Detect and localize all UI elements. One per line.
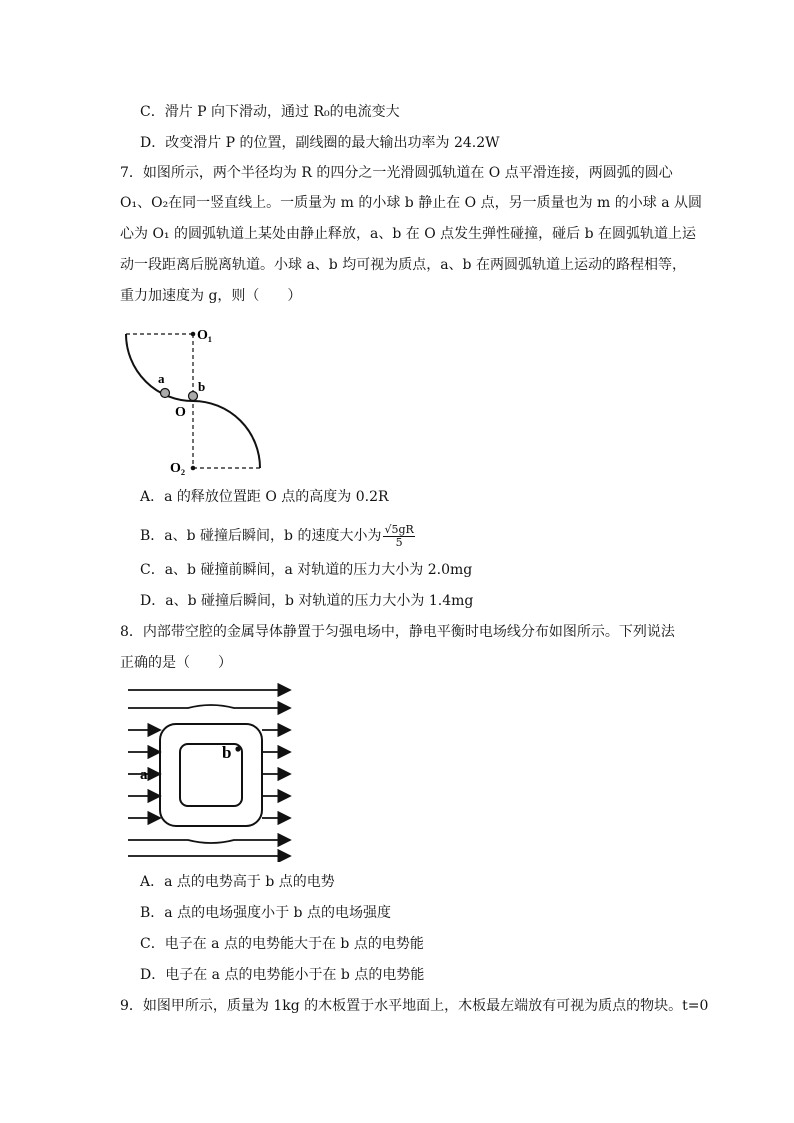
center-o1-dot — [191, 332, 196, 337]
q8-option-a: A．a 点的电势高于 b 点的电势 — [140, 874, 335, 890]
q8-stem-line-1: 8．内部带空腔的金属导体静置于匀强电场中，静电平衡时电场线分布如图所示。下列说法 — [120, 624, 675, 640]
label-a: a — [140, 767, 148, 783]
q7-option-b-fraction — [383, 524, 414, 549]
lower-arc — [193, 401, 260, 468]
conductor-cavity — [180, 744, 242, 806]
field-line-top-2 — [128, 705, 290, 708]
q8-stem-line-2: 正确的是（ ） — [120, 655, 232, 671]
field-line-bottom-1 — [128, 840, 290, 843]
q7-option-b-text: B．a、b 碰撞后瞬间，b 的速度大小为 — [140, 528, 382, 544]
q6-option-c: C．滑片 P 向下滑动，通过 R₀的电流变大 — [140, 104, 400, 120]
q7-stem-line-5: 重力加速度为 g，则（ ） — [120, 288, 302, 304]
label-a: a — [158, 371, 165, 386]
q8-field-lines-figure — [118, 682, 298, 862]
q7-stem-line-1: 7．如图所示，两个半径均为 R 的四分之一光滑圆弧轨道在 O 点平滑连接，两圆弧的圆心 — [120, 165, 673, 181]
q7-option-a: A．a 的释放位置距 O 点的高度为 0.2R — [140, 489, 389, 505]
q7-option-d: D．a、b 碰撞后瞬间，b 对轨道的压力大小为 1.4mg — [140, 593, 474, 609]
label-b: b — [222, 743, 232, 762]
q7-stem-line-4: 动一段距离后脱离轨道。小球 a、b 均可视为质点，a、b 在两圆弧轨道上运动的路程相等， — [120, 257, 686, 273]
q7-stem-line-3: 心为 O₁ 的圆弧轨道上某处由静止释放，a、b 在 O 点发生弹性碰撞，碰后 b 在圆弧轨道上运 — [120, 226, 696, 242]
center-o2-dot — [191, 466, 196, 471]
ball-b — [189, 392, 198, 401]
q7-option-b-denominator: 5 — [395, 535, 403, 549]
q8-option-b: B．a 点的电场强度小于 b 点的电场强度 — [140, 905, 391, 921]
label-o1: O₁ — [197, 328, 213, 343]
q8-option-d: D．电子在 a 点的电势能小于在 b 点的电势能 — [140, 967, 425, 983]
point-a-dot — [148, 771, 153, 776]
q7-arc-track-figure — [118, 322, 268, 480]
label-b: b — [198, 379, 206, 394]
q7-option-b — [140, 522, 415, 550]
q9-stem-line-1: 9．如图甲所示，质量为 1kg 的木板置于水平地面上，木板最左端放有可视为质点的物块。t=0 — [120, 998, 709, 1014]
point-b-dot — [235, 746, 240, 751]
q7-stem-line-2: O₁、O₂在同一竖直线上。一质量为 m 的小球 b 静止在 O 点，另一质量也为 m 的小球 a 从圆 — [120, 195, 703, 211]
label-o2: O₂ — [170, 461, 186, 476]
q7-option-c: C．a、b 碰撞前瞬间，a 对轨道的压力大小为 2.0mg — [140, 562, 473, 578]
label-o: O — [175, 405, 186, 420]
ball-a — [161, 389, 170, 398]
upper-arc — [126, 334, 193, 401]
q6-option-d: D．改变滑片 P 的位置，副线圈的最大输出功率为 24.2W — [140, 135, 500, 151]
q8-option-c: C．电子在 a 点的电势能大于在 b 点的电势能 — [140, 936, 424, 952]
q7-option-b-numerator: √5gR — [384, 522, 414, 536]
